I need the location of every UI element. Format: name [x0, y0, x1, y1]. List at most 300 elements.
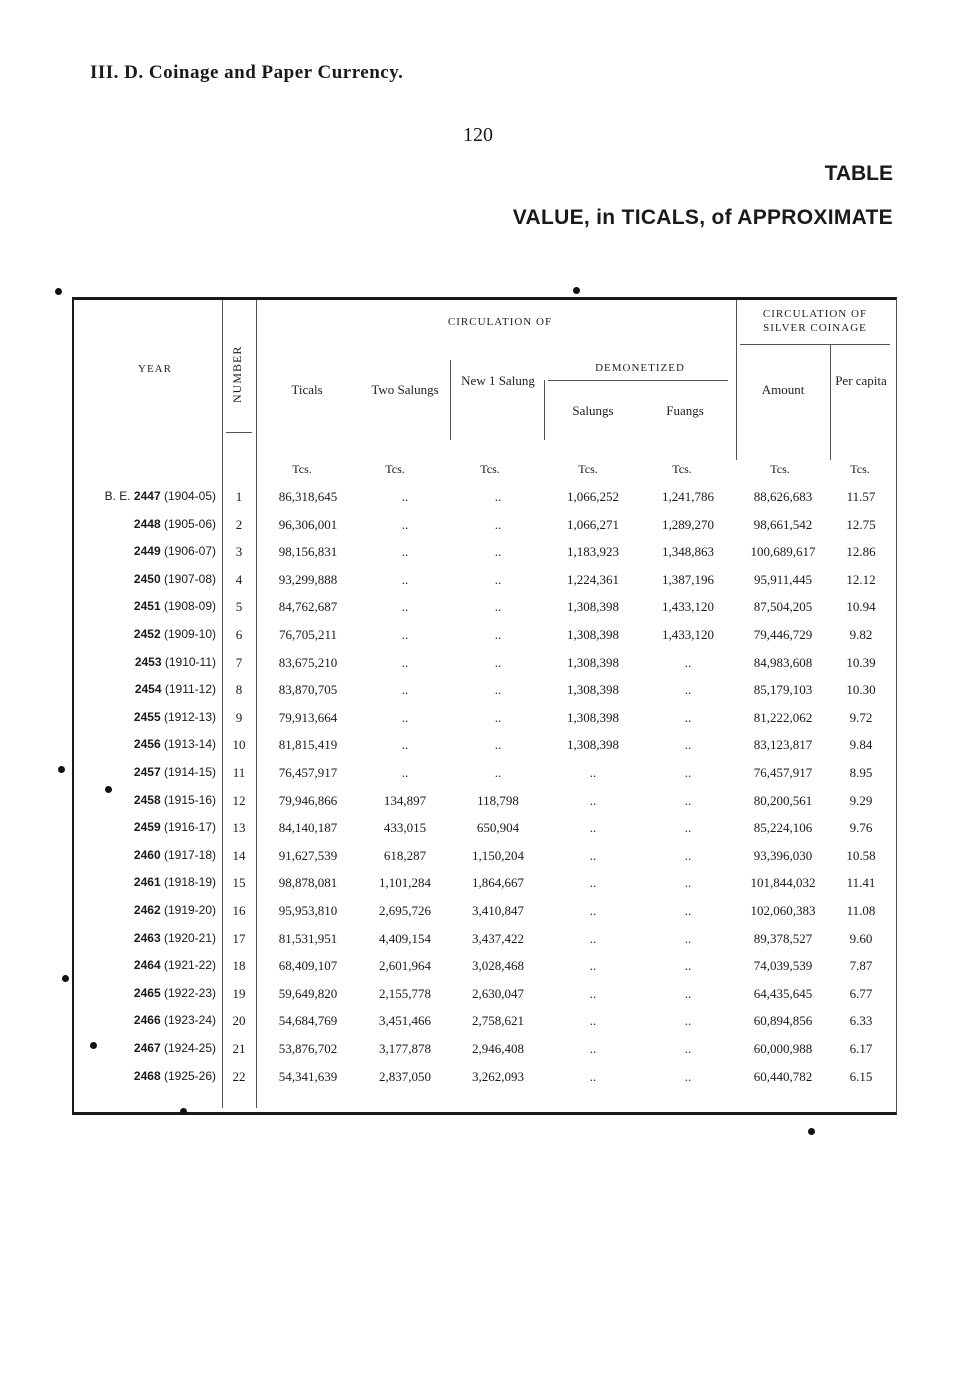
unit-two-salungs: Tcs.	[385, 462, 405, 476]
cell-ticals: 59,649,820	[278, 985, 338, 1001]
cell-new-salung: 2,946,408	[472, 1041, 524, 1056]
cell-ticals: 79,913,664	[278, 709, 338, 725]
cell-amount: 100,689,617	[750, 544, 816, 560]
cell-salungs: 1,224,361	[567, 571, 619, 587]
cell-two-salungs: 2,601,964	[379, 958, 431, 974]
buddhist-era-year: 2466	[133, 1013, 161, 1028]
cell-two-salungs: 4,409,154	[379, 930, 431, 946]
table-row	[0, 958, 965, 986]
divider	[548, 380, 728, 381]
cell-per-capita: 12.12	[846, 571, 876, 587]
gregorian-years: (1909-10)	[163, 627, 216, 641]
cell-year	[60, 544, 216, 558]
cell-two-salungs: ..	[401, 682, 409, 698]
cell-amount: 87,504,205	[753, 599, 813, 615]
gregorian-years: (1921-22)	[163, 958, 216, 973]
cell-two-salungs: 618,287	[383, 847, 427, 863]
header-amount: Amount	[761, 382, 805, 397]
buddhist-era-year: 2460	[133, 847, 161, 862]
cell-per-capita: 10.58	[846, 847, 876, 863]
buddhist-era-year: 2448	[133, 516, 161, 531]
header-year: YEAR	[138, 363, 172, 375]
cell-year	[60, 765, 216, 779]
cell-amount: 84,983,608	[753, 654, 813, 670]
cell-salungs: ..	[589, 765, 597, 780]
gregorian-years: (1910-11)	[164, 654, 216, 669]
page-number: 120	[463, 124, 493, 146]
row-number: 6	[235, 627, 243, 642]
cell-amount: 98,661,542	[753, 516, 813, 532]
gregorian-years: (1917-18)	[163, 847, 216, 862]
scan-speck	[573, 287, 580, 294]
cell-fuangs: 1,433,120	[662, 627, 714, 642]
divider	[740, 344, 890, 345]
cell-fuangs: ..	[684, 930, 692, 946]
cell-fuangs: 1,387,196	[662, 571, 714, 587]
header-fuangs: Fuangs	[666, 403, 704, 418]
cell-ticals: 54,684,769	[278, 1013, 338, 1029]
table-row	[0, 737, 965, 765]
cell-new-salung: ..	[494, 571, 502, 587]
row-number: 12	[232, 792, 246, 808]
unit-fuangs: Tcs.	[672, 462, 692, 476]
cell-fuangs: ..	[684, 737, 692, 753]
divider	[830, 345, 831, 460]
cell-year	[60, 627, 216, 641]
cell-ticals: 93,299,888	[278, 571, 338, 587]
cell-year	[60, 875, 216, 889]
buddhist-era-year: 2461	[133, 875, 161, 890]
buddhist-era-year: 2454	[134, 682, 162, 697]
cell-per-capita: 11.57	[846, 489, 876, 504]
cell-salungs: 1,308,398	[567, 682, 619, 698]
gregorian-years: (1906-07)	[163, 544, 216, 559]
cell-salungs: 1,308,398	[567, 627, 619, 642]
row-number: 1	[235, 489, 243, 504]
scan-speck	[808, 1128, 815, 1135]
table-row	[0, 986, 965, 1014]
cell-amount: 74,039,539	[753, 958, 813, 974]
cell-per-capita: 10.30	[846, 682, 876, 698]
cell-fuangs: ..	[684, 820, 692, 836]
buddhist-era-year: 2455	[133, 709, 161, 724]
cell-two-salungs: 1,101,284	[379, 875, 431, 891]
cell-per-capita: 6.17	[849, 1041, 873, 1056]
table-row	[0, 1041, 965, 1069]
cell-year	[60, 903, 216, 917]
cell-two-salungs: ..	[401, 765, 409, 780]
divider	[736, 300, 737, 460]
buddhist-era-year: 2459	[133, 820, 161, 835]
cell-ticals: 54,341,639	[278, 1068, 338, 1084]
table-row	[0, 903, 965, 931]
cell-amount: 80,200,561	[753, 792, 813, 808]
cell-amount: 102,060,383	[750, 903, 816, 918]
unit-per-capita: Tcs.	[850, 462, 870, 476]
buddhist-era-year: 2464	[133, 958, 161, 973]
cell-new-salung: 1,864,667	[472, 875, 524, 891]
cell-year	[60, 737, 216, 751]
cell-new-salung: 3,437,422	[472, 930, 524, 946]
cell-new-salung: 2,630,047	[472, 985, 524, 1001]
cell-year	[60, 599, 216, 613]
header-demonetized: DEMONETIZED	[595, 362, 685, 374]
buddhist-era-year: 2453	[134, 654, 162, 669]
cell-fuangs: ..	[684, 847, 692, 863]
cell-per-capita: 6.33	[849, 1013, 873, 1029]
cell-per-capita: 11.08	[846, 903, 876, 918]
cell-new-salung: 2,758,621	[472, 1013, 524, 1029]
cell-ticals: 83,870,705	[278, 682, 338, 698]
header-silver-coinage: CIRCULATION OF SILVER COINAGE	[762, 308, 868, 334]
row-number: 9	[235, 709, 243, 725]
cell-amount: 60,894,856	[753, 1013, 813, 1029]
cell-fuangs: ..	[684, 1068, 692, 1084]
table-row	[0, 820, 965, 848]
cell-per-capita: 10.39	[846, 654, 876, 670]
gregorian-years: (1911-12)	[164, 682, 216, 697]
cell-salungs: 1,183,923	[567, 544, 619, 560]
cell-two-salungs: ..	[401, 571, 409, 587]
buddhist-era-year: 2463	[133, 930, 161, 945]
cell-two-salungs: ..	[401, 599, 409, 615]
cell-amount: 76,457,917	[753, 765, 813, 780]
cell-ticals: 68,409,107	[278, 958, 338, 974]
cell-two-salungs: ..	[401, 709, 409, 725]
row-number: 14	[232, 847, 246, 863]
gregorian-years: (1919-20)	[163, 903, 216, 917]
row-number: 19	[232, 985, 246, 1001]
cell-new-salung: 3,410,847	[472, 903, 524, 918]
cell-year	[60, 710, 216, 724]
cell-new-salung: ..	[494, 654, 502, 670]
cell-two-salungs: ..	[401, 516, 409, 532]
cell-new-salung: 650,904	[476, 820, 520, 836]
buddhist-era-year: 2451	[133, 599, 161, 614]
header-new-salung: New 1 Salung	[461, 373, 535, 388]
cell-ticals: 95,953,810	[278, 903, 338, 918]
gregorian-years: (1922-23)	[163, 985, 216, 1000]
table-row	[0, 489, 965, 517]
gregorian-years: (1912-13)	[163, 709, 216, 724]
cell-amount: 88,626,683	[753, 489, 813, 504]
header-number: NUMBER	[230, 345, 244, 403]
cell-two-salungs: ..	[401, 627, 409, 642]
divider	[226, 432, 252, 433]
cell-fuangs: ..	[684, 682, 692, 698]
cell-amount: 93,396,030	[753, 847, 813, 863]
scan-speck	[180, 1108, 187, 1115]
cell-ticals: 96,306,001	[278, 516, 338, 532]
cell-new-salung: ..	[494, 765, 502, 780]
cell-ticals: 81,815,419	[278, 737, 338, 753]
table-subtitle: VALUE, in TICALS, of APPROXIMATE	[512, 206, 893, 229]
header-ticals: Ticals	[291, 382, 323, 397]
unit-salungs: Tcs.	[578, 462, 598, 476]
row-number: 22	[232, 1068, 246, 1084]
table-row	[0, 793, 965, 821]
cell-two-salungs: 433,015	[383, 820, 427, 836]
cell-per-capita: 7.87	[849, 958, 873, 974]
buddhist-era-year: 2457	[133, 765, 161, 779]
cell-amount: 89,378,527	[753, 930, 813, 946]
cell-per-capita: 12.75	[846, 516, 876, 532]
cell-two-salungs: 134,897	[383, 792, 427, 808]
table-row	[0, 627, 965, 655]
divider	[544, 380, 545, 440]
cell-fuangs: ..	[684, 875, 692, 891]
cell-new-salung: ..	[494, 599, 502, 615]
cell-two-salungs: 3,451,466	[379, 1013, 431, 1029]
cell-new-salung: ..	[494, 516, 502, 532]
cell-two-salungs: ..	[401, 489, 409, 504]
cell-ticals: 91,627,539	[278, 847, 338, 863]
row-number: 11	[232, 765, 246, 780]
gregorian-years: (1905-06)	[163, 516, 216, 531]
cell-ticals: 79,946,866	[278, 792, 338, 808]
cell-per-capita: 9.82	[849, 627, 873, 642]
cell-amount: 81,222,062	[753, 709, 813, 725]
cell-fuangs: 1,348,863	[662, 544, 714, 560]
table-row	[0, 765, 965, 793]
cell-salungs: 1,308,398	[567, 599, 619, 615]
buddhist-era-year: 2452	[133, 627, 161, 641]
row-number: 21	[232, 1041, 246, 1056]
buddhist-era-year: 2468	[133, 1068, 161, 1083]
scan-speck	[62, 975, 69, 982]
cell-salungs: ..	[589, 1068, 597, 1084]
cell-salungs: ..	[589, 985, 597, 1001]
cell-fuangs: ..	[684, 765, 692, 780]
cell-salungs: ..	[589, 903, 597, 918]
header-two-salungs: Two Salungs	[371, 382, 439, 397]
cell-ticals: 81,531,951	[278, 930, 338, 946]
cell-salungs: ..	[589, 1041, 597, 1056]
cell-fuangs: ..	[684, 985, 692, 1001]
table-row	[0, 599, 965, 627]
cell-two-salungs: 2,155,778	[379, 985, 431, 1001]
row-number: 7	[235, 654, 243, 670]
cell-salungs: 1,308,398	[567, 654, 619, 670]
cell-fuangs: ..	[684, 1041, 692, 1056]
table-row	[0, 682, 965, 710]
cell-per-capita: 11.41	[846, 875, 876, 891]
cell-new-salung: ..	[494, 682, 502, 698]
cell-salungs: 1,308,398	[567, 737, 619, 753]
cell-year	[60, 848, 216, 862]
cell-year	[60, 1041, 216, 1055]
header-salungs: Salungs	[572, 403, 614, 418]
cell-amount: 79,446,729	[753, 627, 813, 642]
cell-two-salungs: ..	[401, 737, 409, 753]
table-label: TABLE	[824, 162, 893, 185]
cell-two-salungs: ..	[401, 654, 409, 670]
gregorian-years: (1915-16)	[163, 792, 216, 807]
unit-ticals: Tcs.	[292, 462, 312, 476]
cell-fuangs: ..	[684, 654, 692, 670]
row-number: 8	[235, 682, 243, 698]
unit-amount: Tcs.	[770, 462, 790, 476]
cell-year	[60, 793, 216, 807]
cell-fuangs: ..	[684, 792, 692, 808]
cell-two-salungs: ..	[401, 544, 409, 560]
row-number: 4	[235, 571, 243, 587]
cell-amount: 60,000,988	[753, 1041, 813, 1056]
row-number: 18	[232, 958, 246, 974]
cell-amount: 101,844,032	[750, 875, 816, 891]
cell-new-salung: 1,150,204	[472, 847, 524, 863]
cell-per-capita: 9.84	[849, 737, 873, 753]
cell-amount: 95,911,445	[753, 571, 813, 587]
row-number: 5	[235, 599, 243, 615]
cell-new-salung: ..	[494, 627, 502, 642]
cell-fuangs: ..	[684, 903, 692, 918]
unit-new-salung: Tcs.	[480, 462, 500, 476]
divider	[450, 360, 451, 440]
cell-year	[60, 958, 216, 972]
scan-speck	[58, 766, 65, 773]
gregorian-years: (1924-25)	[163, 1041, 216, 1055]
cell-new-salung: 3,028,468	[472, 958, 524, 974]
cell-fuangs: ..	[684, 1013, 692, 1029]
section-title: III. D. Coinage and Paper Currency.	[90, 62, 404, 83]
buddhist-era-year: 2465	[133, 985, 161, 1000]
cell-fuangs: 1,289,270	[662, 516, 714, 532]
cell-ticals: 98,878,081	[278, 875, 338, 891]
cell-salungs: ..	[589, 930, 597, 946]
buddhist-era-year: 2456	[133, 737, 161, 752]
cell-year	[60, 655, 216, 669]
gregorian-years: (1923-24)	[163, 1013, 216, 1028]
buddhist-era-year: 2462	[133, 903, 161, 917]
cell-salungs: ..	[589, 792, 597, 808]
cell-new-salung: 3,262,093	[472, 1068, 524, 1084]
cell-year	[60, 682, 216, 696]
cell-per-capita: 9.29	[849, 792, 873, 808]
row-number: 13	[232, 820, 246, 836]
cell-ticals: 84,762,687	[278, 599, 338, 615]
cell-amount: 60,440,782	[753, 1068, 813, 1084]
cell-salungs: 1,308,398	[567, 709, 619, 725]
table-row	[0, 710, 965, 738]
table-row	[0, 931, 965, 959]
cell-year	[60, 931, 216, 945]
era-prefix: B. E.	[104, 489, 131, 503]
row-number: 20	[232, 1013, 246, 1029]
gregorian-years: (1907-08)	[163, 571, 216, 586]
cell-ticals: 98,156,831	[278, 544, 338, 560]
cell-ticals: 84,140,187	[278, 820, 338, 836]
buddhist-era-year: 2449	[133, 544, 161, 559]
scan-speck	[55, 288, 62, 295]
cell-amount: 85,179,103	[753, 682, 813, 698]
cell-year	[60, 517, 216, 531]
cell-new-salung: 118,798	[477, 792, 519, 808]
cell-year	[60, 1069, 216, 1083]
table-row	[0, 655, 965, 683]
table-row	[0, 875, 965, 903]
table-row	[0, 544, 965, 572]
cell-ticals: 86,318,645	[278, 489, 338, 504]
cell-fuangs: ..	[684, 709, 692, 725]
cell-fuangs: 1,433,120	[662, 599, 714, 615]
cell-per-capita: 9.76	[849, 820, 873, 836]
cell-ticals: 76,705,211	[278, 627, 338, 642]
cell-fuangs: ..	[684, 958, 692, 974]
cell-new-salung: ..	[494, 489, 502, 504]
gregorian-years: (1925-26)	[163, 1068, 216, 1083]
row-number: 17	[232, 930, 246, 946]
cell-new-salung: ..	[494, 544, 502, 560]
buddhist-era-year: 2447	[133, 489, 161, 503]
cell-year	[60, 572, 216, 586]
cell-amount: 64,435,645	[753, 985, 813, 1001]
buddhist-era-year: 2458	[133, 792, 161, 807]
cell-two-salungs: 2,695,726	[379, 903, 431, 918]
row-number: 16	[232, 903, 246, 918]
table-row	[0, 572, 965, 600]
gregorian-years: (1914-15)	[163, 765, 216, 779]
buddhist-era-year: 2467	[133, 1041, 161, 1055]
gregorian-years: (1913-14)	[163, 737, 216, 752]
row-number: 2	[235, 516, 243, 532]
cell-salungs: ..	[589, 847, 597, 863]
cell-amount: 83,123,817	[753, 737, 813, 753]
cell-two-salungs: 2,837,050	[379, 1068, 431, 1084]
table-row	[0, 1069, 965, 1097]
cell-salungs: ..	[589, 875, 597, 891]
cell-fuangs: 1,241,786	[662, 489, 714, 504]
header-per-capita: Per capita	[835, 373, 887, 388]
scan-speck	[90, 1042, 97, 1049]
table-row	[0, 1013, 965, 1041]
table-row	[0, 848, 965, 876]
cell-year	[60, 1013, 216, 1027]
cell-salungs: ..	[589, 958, 597, 974]
cell-ticals: 53,876,702	[278, 1041, 338, 1056]
cell-per-capita: 9.72	[849, 709, 873, 725]
header-circulation-of: CIRCULATION OF	[447, 316, 553, 328]
buddhist-era-year: 2450	[133, 571, 161, 586]
gregorian-years: (1920-21)	[163, 930, 216, 945]
cell-new-salung: ..	[494, 709, 502, 725]
cell-salungs: 1,066,271	[567, 516, 619, 532]
cell-amount: 85,224,106	[753, 820, 813, 836]
cell-per-capita: 10.94	[846, 599, 876, 615]
row-number: 3	[235, 544, 243, 560]
cell-two-salungs: 3,177,878	[379, 1041, 431, 1056]
cell-salungs: ..	[589, 820, 597, 836]
cell-year	[60, 986, 216, 1000]
gregorian-years: (1916-17)	[163, 820, 216, 835]
cell-salungs: ..	[589, 1013, 597, 1029]
cell-per-capita: 8.95	[849, 765, 873, 780]
cell-year	[60, 489, 216, 503]
gregorian-years: (1918-19)	[163, 875, 216, 890]
gregorian-years: (1904-05)	[163, 489, 216, 503]
cell-per-capita: 6.15	[849, 1068, 873, 1084]
cell-per-capita: 12.86	[846, 544, 876, 560]
cell-year	[60, 820, 216, 834]
cell-per-capita: 9.60	[849, 930, 873, 946]
cell-per-capita: 6.77	[849, 985, 873, 1001]
row-number: 10	[232, 737, 246, 753]
cell-salungs: 1,066,252	[567, 489, 619, 504]
cell-ticals: 83,675,210	[278, 654, 338, 670]
row-number: 15	[232, 875, 246, 891]
scan-speck	[105, 786, 112, 793]
cell-ticals: 76,457,917	[278, 765, 338, 780]
